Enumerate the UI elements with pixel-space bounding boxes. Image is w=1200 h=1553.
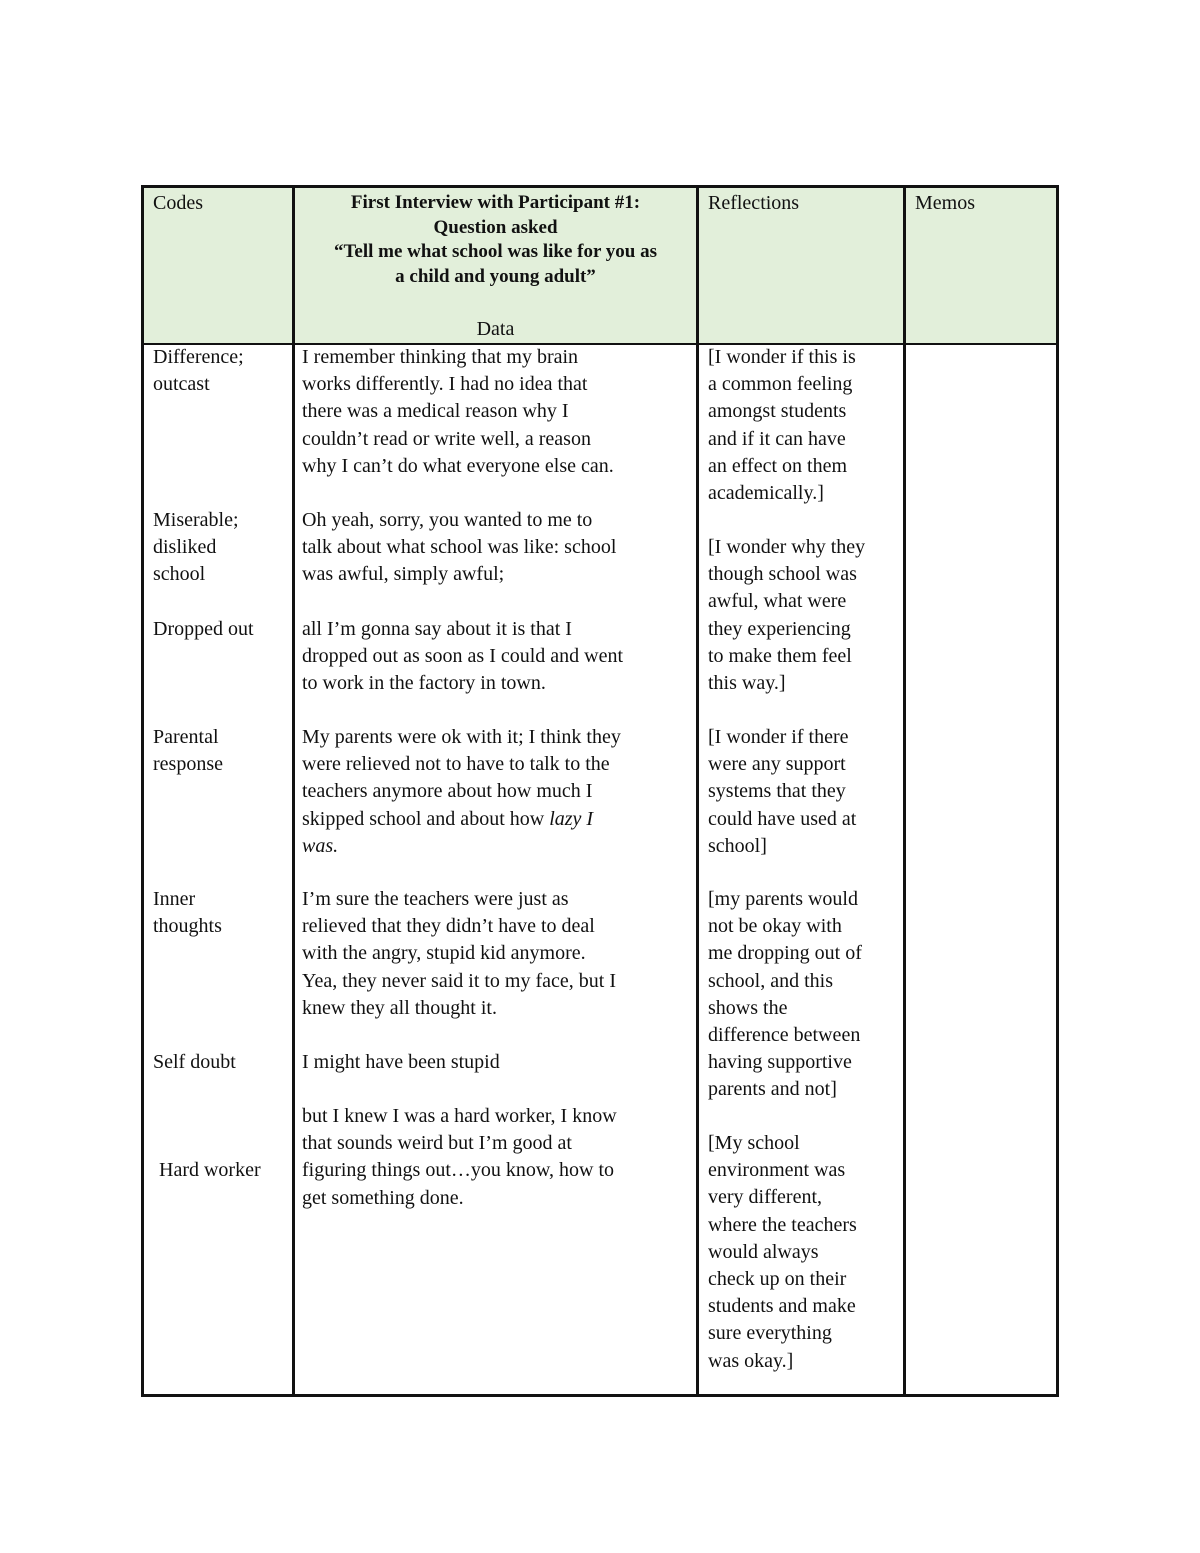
header-reflections: Reflections <box>708 192 800 214</box>
reflection-line: sure everything <box>708 1322 832 1345</box>
reflection-line: [I wonder if this is <box>708 346 856 368</box>
data-line: I remember thinking that my brain <box>302 346 579 368</box>
data-line-emphasis: was. <box>302 834 339 857</box>
data-line: there was a medical reason why I <box>302 400 569 423</box>
data-line <box>302 833 692 860</box>
code-line: response <box>153 753 223 776</box>
reflection-entry <box>708 344 900 507</box>
data-line: works differently. I had no idea that <box>302 373 588 396</box>
reflection-line: systems that they <box>708 780 846 803</box>
reflection-entry <box>708 1130 900 1375</box>
reflection-line: [I wonder why they <box>708 536 866 558</box>
reflection-line: to make them feel <box>708 644 852 667</box>
data-line: knew they all thought it. <box>302 996 497 1019</box>
header-data-question <box>295 191 696 289</box>
code-line: school <box>153 563 206 586</box>
reflection-line: school] <box>708 834 767 857</box>
data-entry <box>302 344 692 480</box>
code-entry <box>153 886 288 940</box>
data-line <box>302 806 692 833</box>
data-line: I’m sure the teachers were just as <box>302 888 569 910</box>
code-line: disliked <box>153 536 217 559</box>
data-line: why I can’t do what everyone else can. <box>302 454 614 477</box>
data-line: was awful, simply awful; <box>302 563 505 586</box>
data-entry <box>302 616 692 698</box>
reflection-line: could have used at <box>708 807 857 830</box>
reflection-line: having supportive <box>708 1051 852 1074</box>
reflection-line: [I wonder if there <box>708 726 849 748</box>
reflection-entry <box>708 724 900 860</box>
reflection-line: students and make <box>708 1295 856 1318</box>
reflection-line: check up on their <box>708 1268 847 1291</box>
header-data-label: Data <box>476 318 515 340</box>
data-line: were relieved not to have to talk to the <box>302 753 610 776</box>
reflection-line: was okay.] <box>708 1349 794 1372</box>
data-line: My parents were ok with it; I think they <box>302 726 621 748</box>
data-entry <box>302 1103 692 1212</box>
reflection-line: awful, what were <box>708 590 847 613</box>
data-entry <box>302 886 692 1022</box>
column-divider <box>903 188 906 1394</box>
code-entry <box>153 724 288 778</box>
reflection-line: environment was <box>708 1159 846 1182</box>
data-line: relieved that they didn’t have to deal <box>302 915 595 938</box>
reflection-line: me dropping out of <box>708 942 862 965</box>
code-line: Dropped out <box>153 618 254 640</box>
code-entry <box>153 344 288 398</box>
reflection-line: very different, <box>708 1186 823 1209</box>
data-line: get something done. <box>302 1186 464 1209</box>
column-divider <box>292 188 295 1394</box>
reflection-line: [my parents would <box>708 888 858 910</box>
code-line: Miserable; <box>153 509 239 531</box>
data-line: teachers anymore about how much I <box>302 780 593 803</box>
data-entry <box>302 1049 692 1076</box>
data-line-emphasis: lazy I <box>549 807 594 830</box>
data-entry <box>302 507 692 589</box>
code-line: Difference; <box>153 346 244 368</box>
reflection-line: school, and this <box>708 969 833 992</box>
reflection-line: shows the <box>708 996 788 1019</box>
reflection-line: this way.] <box>708 672 786 695</box>
data-line: that sounds weird but I’m good at <box>302 1132 572 1155</box>
header-codes: Codes <box>153 192 203 214</box>
data-line: with the angry, stupid kid anymore. <box>302 942 586 965</box>
data-line: couldn’t read or write well, a reason <box>302 427 591 450</box>
data-line: Oh yeah, sorry, you wanted to me to <box>302 509 593 531</box>
code-line: Parental <box>153 726 219 748</box>
header-data-line: First Interview with Participant #1: <box>350 192 641 213</box>
code-line: Inner <box>153 888 196 910</box>
code-line: outcast <box>153 373 210 396</box>
data-line: but I knew I was a hard worker, I know <box>302 1105 617 1127</box>
header-data-line: Question asked <box>433 216 558 238</box>
reflection-line: amongst students <box>708 400 847 423</box>
reflection-line: a common feeling <box>708 373 853 396</box>
code-line: Hard worker <box>159 1159 261 1181</box>
reflection-entry <box>708 886 900 1104</box>
code-entry <box>153 1157 288 1184</box>
reflection-line: parents and not] <box>708 1078 837 1101</box>
reflection-line: an effect on them <box>708 454 848 477</box>
coding-table <box>141 185 1059 1397</box>
data-line: I might have been stupid <box>302 1051 500 1073</box>
code-entry <box>153 1049 288 1076</box>
reflection-line: academically.] <box>708 482 824 505</box>
reflection-line: were any support <box>708 753 846 776</box>
reflection-line: where the teachers <box>708 1213 857 1236</box>
reflection-line: difference between <box>708 1024 861 1047</box>
data-line: dropped out as soon as I could and went <box>302 645 624 668</box>
data-line: all I’m gonna say about it is that I <box>302 618 572 640</box>
data-line: to work in the factory in town. <box>302 672 546 695</box>
reflection-line: they experiencing <box>708 617 851 640</box>
data-line: talk about what school was like: school <box>302 536 617 559</box>
reflection-line: though school was <box>708 563 857 586</box>
reflection-line: [My school <box>708 1132 800 1154</box>
reflection-line: would always <box>708 1240 819 1263</box>
code-line: Self doubt <box>153 1051 236 1073</box>
data-line: Yea, they never said it to my face, but I <box>302 969 616 992</box>
reflection-entry <box>708 534 900 697</box>
reflection-line: and if it can have <box>708 427 846 450</box>
data-line: figuring things out…you know, how to <box>302 1159 615 1182</box>
header-memos: Memos <box>915 192 975 214</box>
code-entry <box>153 616 288 643</box>
data-entry <box>302 724 692 860</box>
reflection-line: not be okay with <box>708 915 842 938</box>
column-divider <box>696 188 699 1394</box>
code-line: thoughts <box>153 915 222 938</box>
header-data-line: “Tell me what school was like for you as <box>333 241 658 262</box>
header-data-line: a child and young adult” <box>395 265 596 287</box>
code-entry <box>153 507 288 589</box>
data-line-text: skipped school and about how <box>302 807 550 830</box>
